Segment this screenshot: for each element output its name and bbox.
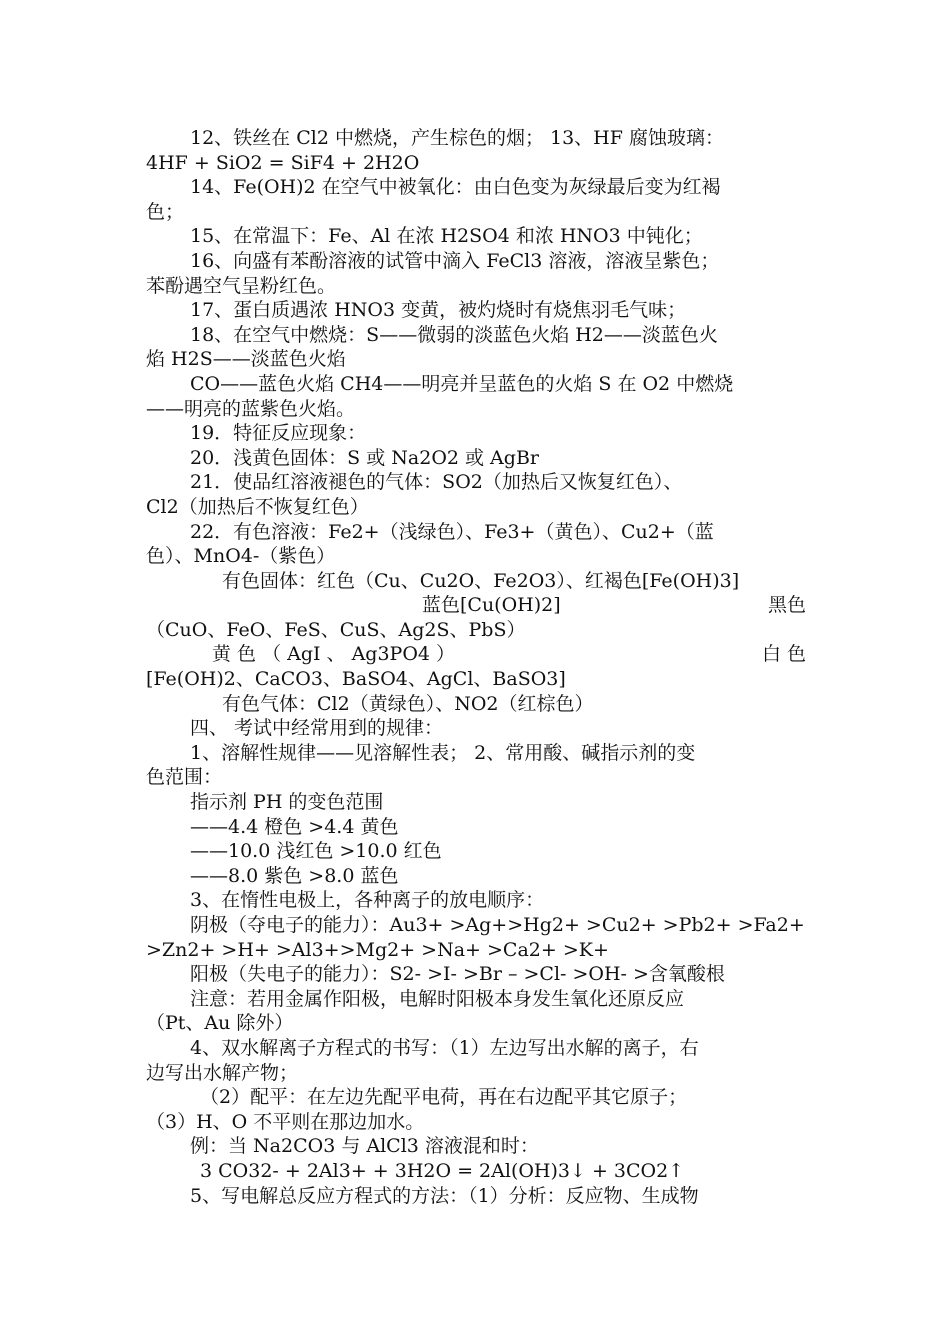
text-line: 苯酚遇空气呈粉红色。 [146,274,337,297]
text-line: 色）、MnO4-（紫色） [146,545,336,568]
equation-line: 3 CO32- + 2Al3+ + 3H2O = 2Al(OH)3↓ + 3CO2↑ [200,1159,685,1182]
text-line: 20．浅黄色固体：S 或 Na2O2 或 AgBr [190,446,539,469]
text-line: 4、双水解离子方程式的书写：（1）左边写出水解的离子，右 [190,1036,699,1059]
text-line-justified [146,642,806,667]
text-line: 19．特征反应现象： [190,422,367,445]
text-line: 有色气体：Cl2（黄绿色）、NO2（红棕色） [222,692,594,715]
section-heading: 四、 考试中经常用到的规律： [190,717,444,740]
text-line: CO——蓝色火焰 CH4——明亮并呈蓝色的火焰 S 在 O2 中燃烧 [190,372,734,395]
text-line: 12、铁丝在 Cl2 中燃烧，产生棕色的烟； 13、HF 腐蚀玻璃： [190,127,724,149]
text-line: 21．使品红溶液褪色的气体：SO2（加热后又恢复红色）、 [190,471,683,494]
text-line: （Pt、Au 除外） [146,1012,294,1035]
text-line: （3）H、O 不平则在那边加水。 [146,1110,425,1133]
text-line: 3、在惰性电极上，各种离子的放电顺序： [190,889,545,912]
text-line: ——4.4 橙色 >4.4 黄色 [190,815,399,838]
text-line: ——10.0 浅红色 >10.0 红色 [190,840,442,863]
text-line: 5、写电解总反应方程式的方法：（1）分析：反应物、生成物 [190,1184,699,1207]
text-segment: 黄 色 （ AgI 、 Ag3PO4 ） [212,643,456,666]
text-line: ——8.0 紫色 >8.0 蓝色 [190,864,399,887]
text-line: 例：当 Na2CO3 与 AlCl3 溶液混和时： [190,1135,539,1158]
text-line: 注意：若用金属作阳极，电解时阳极本身发生氧化还原反应 [190,987,685,1010]
text-line: 14、Fe(OH)2 在空气中被氧化：由白色变为灰绿最后变为红褐 [190,176,721,199]
text-segment: 白 色 [761,643,806,666]
text-line: 16、向盛有苯酚溶液的试管中滴入 FeCl3 溶液，溶液呈紫色； [190,249,720,272]
text-line: 边写出水解产物； [146,1061,299,1084]
text-line: 有色固体：红色（Cu、Cu2O、Fe2O3）、红褐色[Fe(OH)3] [222,569,740,592]
text-segment: 蓝色[Cu(OH)2] [422,594,561,617]
text-line: ——明亮的蓝紫色火焰。 [146,397,356,420]
text-line: >Zn2+ >H+ >Al3+>Mg2+ >Na+ >Ca2+ >K+ [146,938,609,961]
text-line: 色； [146,200,185,223]
document-body [146,126,806,1208]
text-line: 17、蛋白质遇浓 HNO3 变黄，被灼烧时有烧焦羽毛气味； [190,299,687,322]
text-line-justified [146,593,806,618]
text-line: 1、溶解性规律——见溶解性表； 2、常用酸、碱指示剂的变 [190,741,696,764]
text-line: Cl2（加热后不恢复红色） [146,495,369,518]
text-line: 色范围： [146,766,223,789]
text-line: 阴极（夺电子的能力）：Au3+ >Ag+>Hg2+ >Cu2+ >Pb2+ >Fa2+ [190,914,805,936]
text-segment: 黑色 [767,594,806,617]
text-line: （CuO、FeO、FeS、CuS、Ag2S、PbS） [146,618,526,641]
text-line: 焰 H2S——淡蓝色火焰 [146,348,346,371]
text-line: 18、在空气中燃烧：S——微弱的淡蓝色火焰 H2——淡蓝色火 [190,323,718,346]
text-line: 4HF + SiO2 = SiF4 + 2H2O [146,151,420,174]
text-line: 15、在常温下：Fe、Al 在浓 H2SO4 和浓 HNO3 中钝化； [190,225,703,248]
text-line: 阳极（失电子的能力）：S2- >I- >Br – >Cl- >OH- >含氧酸根 [190,963,725,986]
text-line: （2）配平：在左边先配平电荷，再在右边配平其它原子； [200,1086,688,1109]
text-line: [Fe(OH)2、CaCO3、BaSO4、AgCl、BaSO3] [146,668,566,691]
text-line: 22．有色溶液：Fe2+（浅绿色）、Fe3+（黄色）、Cu2+（蓝 [190,520,714,543]
text-line: 指示剂 PH 的变色范围 [190,791,384,814]
